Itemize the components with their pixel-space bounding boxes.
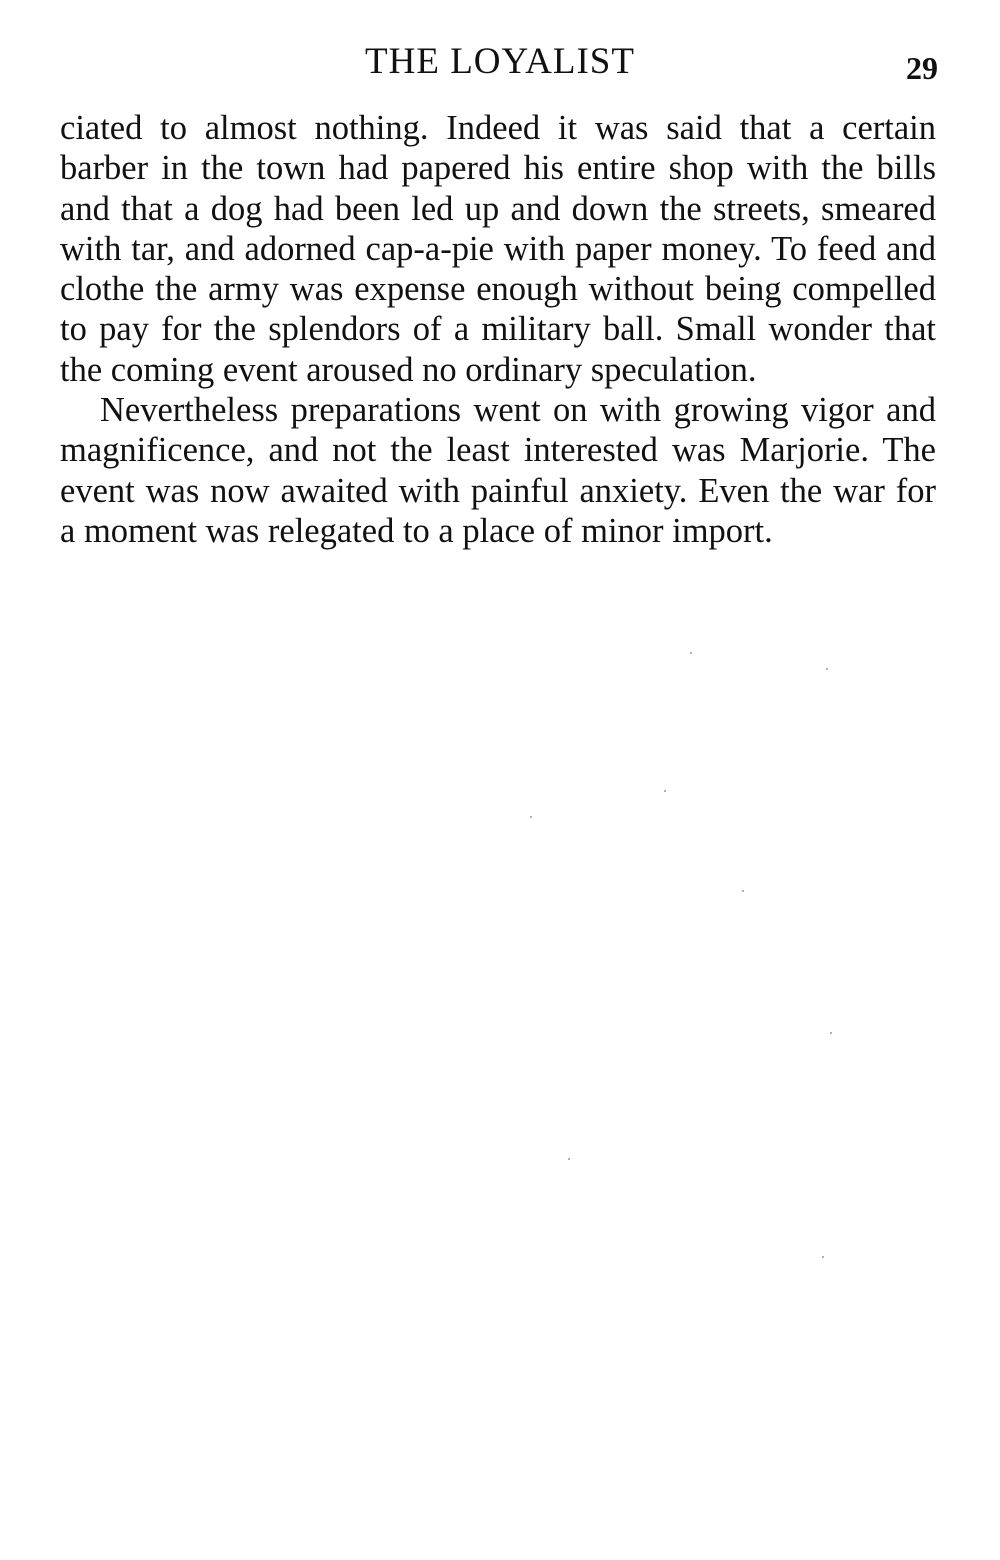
paragraph: Nevertheless preparations went on with growing vigor and magnificence, and not the least interested was Marjorie. The event was now awaited with painful anxiety. Even the war for a moment was relegated to a place of minor import. <box>60 391 936 550</box>
scan-speck <box>530 816 532 818</box>
running-title: THE LOYALIST <box>365 41 635 82</box>
body-text <box>60 108 936 551</box>
scan-speck <box>568 1158 570 1160</box>
scan-speck <box>742 890 744 892</box>
scan-speck <box>822 1256 824 1258</box>
scan-speck <box>826 668 828 670</box>
paragraph: ciated to almost nothing. Indeed it was said that a certain barber in the town had papered his entire shop with the bills and that a dog had been led up and down the streets, smeared with tar, and adorned cap-a-pie with paper money. To feed and clothe the army was expense enough without being compelled to pay for the splendors of a military ball. Small wonder that the coming event aroused no ordinary speculation. <box>60 109 936 389</box>
scan-speck <box>664 790 666 792</box>
scan-speck <box>830 1032 832 1034</box>
scan-speck <box>690 652 692 654</box>
page-header <box>0 40 1000 88</box>
page-number: 29 <box>906 50 938 86</box>
